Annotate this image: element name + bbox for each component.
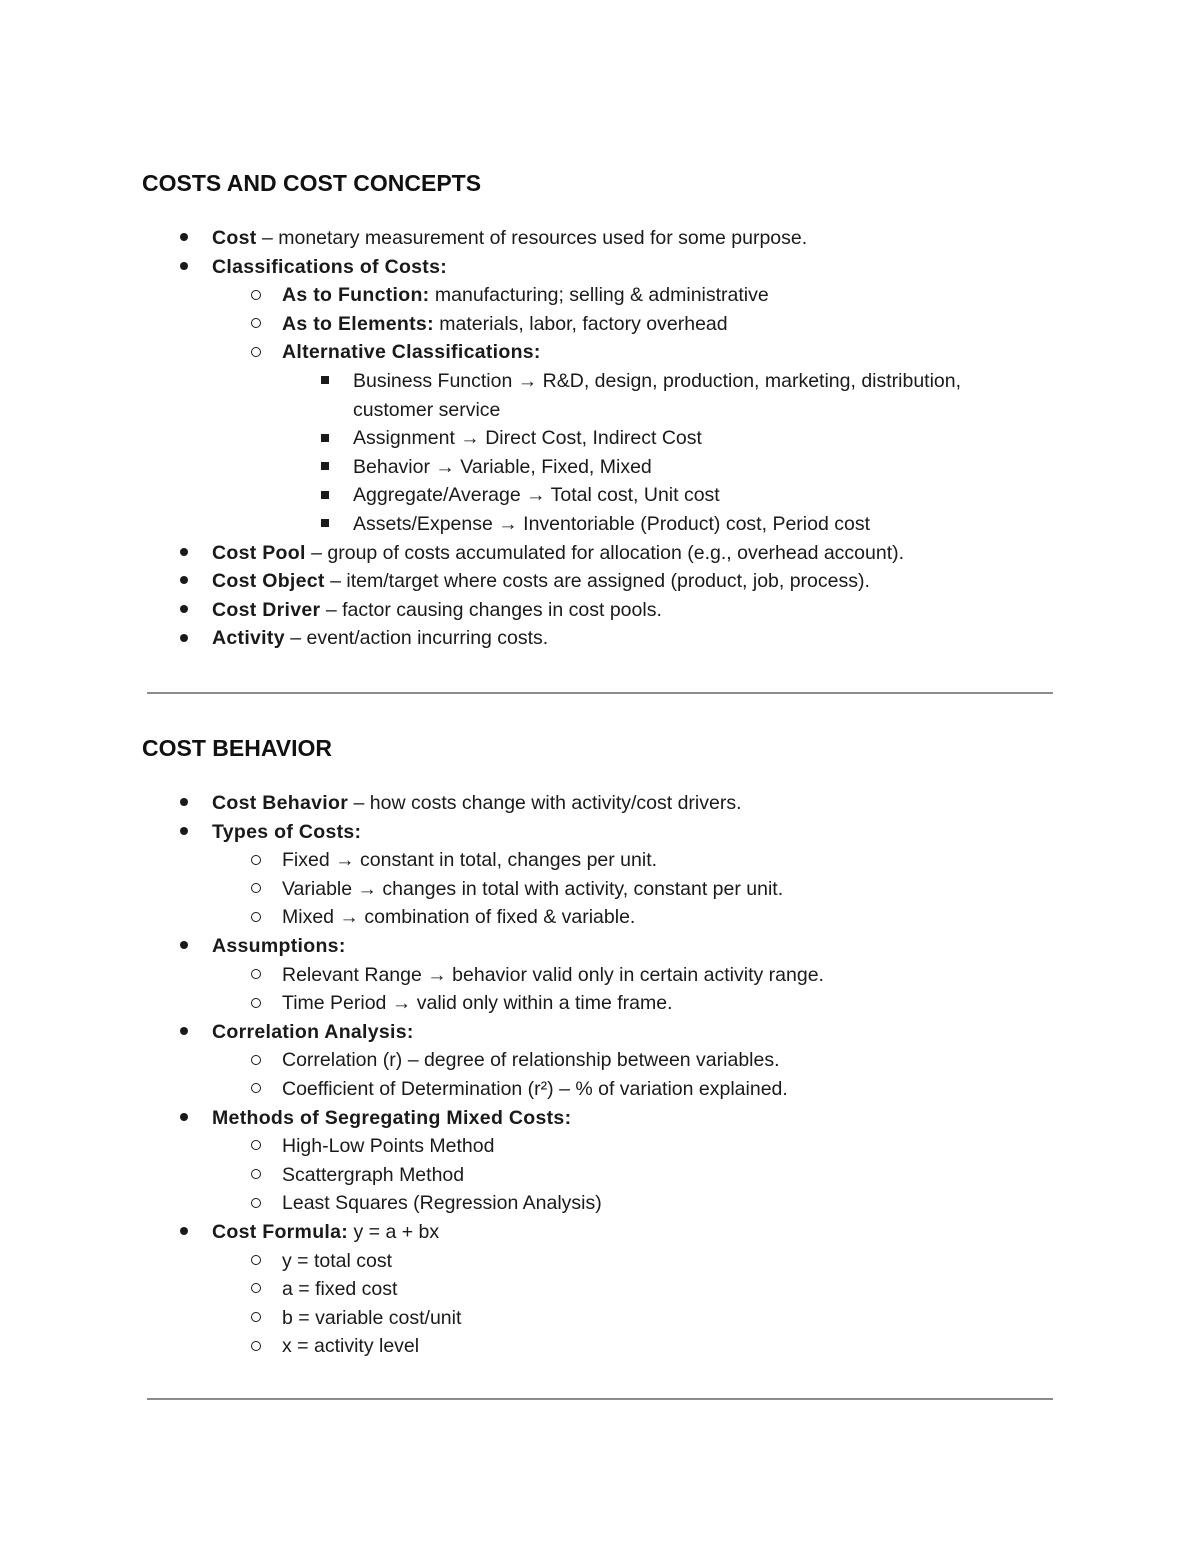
list-item-alt-1: Assignment → Direct Cost, Indirect Cost [142, 424, 1062, 453]
bullet-icon [174, 932, 194, 961]
list-item-alt-0: Business Function → R&D, design, production, marketing, distribution, customer service [142, 367, 1062, 424]
list-item-cost-behavior: Cost Behavior – how costs change with activity/cost drivers. [142, 789, 1062, 818]
list-item-alternative: Alternative Classifications: [142, 338, 1062, 367]
circle-bullet-icon [246, 961, 266, 990]
horizontal-divider [147, 1398, 1053, 1400]
list-item-formula: Cost Formula: y = a + bx [142, 1218, 1062, 1247]
square-bullet-icon [315, 481, 335, 510]
list-item-methods: Methods of Segregating Mixed Costs: [142, 1104, 1062, 1133]
circle-bullet-icon [246, 1304, 266, 1333]
section-title: COST BEHAVIOR [142, 735, 332, 761]
circle-bullet-icon [246, 875, 266, 904]
circle-bullet-icon [246, 1275, 266, 1304]
list-item-activity: Activity – event/action incurring costs. [142, 624, 1062, 653]
list-item-formula-3: x = activity level [142, 1332, 1062, 1361]
bullet-icon [174, 818, 194, 847]
square-bullet-icon [315, 453, 335, 482]
list-item-type-2: Mixed → combination of fixed & variable. [142, 903, 1062, 932]
concepts-list [142, 224, 1062, 653]
circle-bullet-icon [246, 1161, 266, 1190]
circle-bullet-icon [246, 1046, 266, 1075]
bullet-icon [174, 624, 194, 653]
list-item-type-1: Variable → changes in total with activity, constant per unit. [142, 875, 1062, 904]
bullet-icon [174, 789, 194, 818]
section-cost-concepts [142, 169, 1062, 653]
list-item-method-1: Scattergraph Method [142, 1161, 1062, 1190]
list-item-correlation-1: Coefficient of Determination (r²) – % of variation explained. [142, 1075, 1062, 1104]
list-item-correlation: Correlation Analysis: [142, 1018, 1062, 1047]
list-item-cost-object: Cost Object – item/target where costs are assigned (product, job, process). [142, 567, 1062, 596]
square-bullet-icon [315, 510, 335, 539]
circle-bullet-icon [246, 1132, 266, 1161]
list-item-assumptions: Assumptions: [142, 932, 1062, 961]
square-bullet-icon [315, 367, 335, 396]
bullet-icon [174, 224, 194, 253]
list-item-assumption-0: Relevant Range → behavior valid only in certain activity range. [142, 961, 1062, 990]
circle-bullet-icon [246, 1189, 266, 1218]
behavior-list [142, 789, 1062, 1361]
list-item-method-0: High-Low Points Method [142, 1132, 1062, 1161]
list-item-classifications: Classifications of Costs: [142, 253, 1062, 282]
list-item-correlation-0: Correlation (r) – degree of relationship between variables. [142, 1046, 1062, 1075]
circle-bullet-icon [246, 1247, 266, 1276]
bullet-icon [174, 539, 194, 568]
list-item-formula-2: b = variable cost/unit [142, 1304, 1062, 1333]
section-title: COSTS AND COST CONCEPTS [142, 170, 482, 196]
list-item-alt-2: Behavior → Variable, Fixed, Mixed [142, 453, 1062, 482]
section-cost-behavior [142, 734, 1062, 1361]
list-item-function: As to Function: manufacturing; selling & administrative [142, 281, 1062, 310]
list-item-alt-3: Aggregate/Average → Total cost, Unit cost [142, 481, 1062, 510]
circle-bullet-icon [246, 846, 266, 875]
list-item-formula-0: y = total cost [142, 1247, 1062, 1276]
bullet-icon [174, 1104, 194, 1133]
list-item-formula-1: a = fixed cost [142, 1275, 1062, 1304]
square-bullet-icon [315, 424, 335, 453]
bullet-icon [174, 567, 194, 596]
bullet-icon [174, 596, 194, 625]
list-item-method-2: Least Squares (Regression Analysis) [142, 1189, 1062, 1218]
list-item-elements: As to Elements: materials, labor, factory overhead [142, 310, 1062, 339]
circle-bullet-icon [246, 903, 266, 932]
bullet-icon [174, 1218, 194, 1247]
circle-bullet-icon [246, 310, 266, 339]
circle-bullet-icon [246, 338, 266, 367]
horizontal-divider [147, 692, 1053, 694]
circle-bullet-icon [246, 1332, 266, 1361]
list-item-alt-4: Assets/Expense → Inventoriable (Product) cost, Period cost [142, 510, 1062, 539]
bullet-icon [174, 253, 194, 282]
bullet-icon [174, 1018, 194, 1047]
list-item-assumption-1: Time Period → valid only within a time frame. [142, 989, 1062, 1018]
circle-bullet-icon [246, 1075, 266, 1104]
list-item-cost-pool: Cost Pool – group of costs accumulated for allocation (e.g., overhead account). [142, 539, 1062, 568]
circle-bullet-icon [246, 281, 266, 310]
circle-bullet-icon [246, 989, 266, 1018]
list-item-types: Types of Costs: [142, 818, 1062, 847]
list-item-cost-driver: Cost Driver – factor causing changes in cost pools. [142, 596, 1062, 625]
list-item-type-0: Fixed → constant in total, changes per unit. [142, 846, 1062, 875]
list-item-cost: Cost – monetary measurement of resources used for some purpose. [142, 224, 1062, 253]
